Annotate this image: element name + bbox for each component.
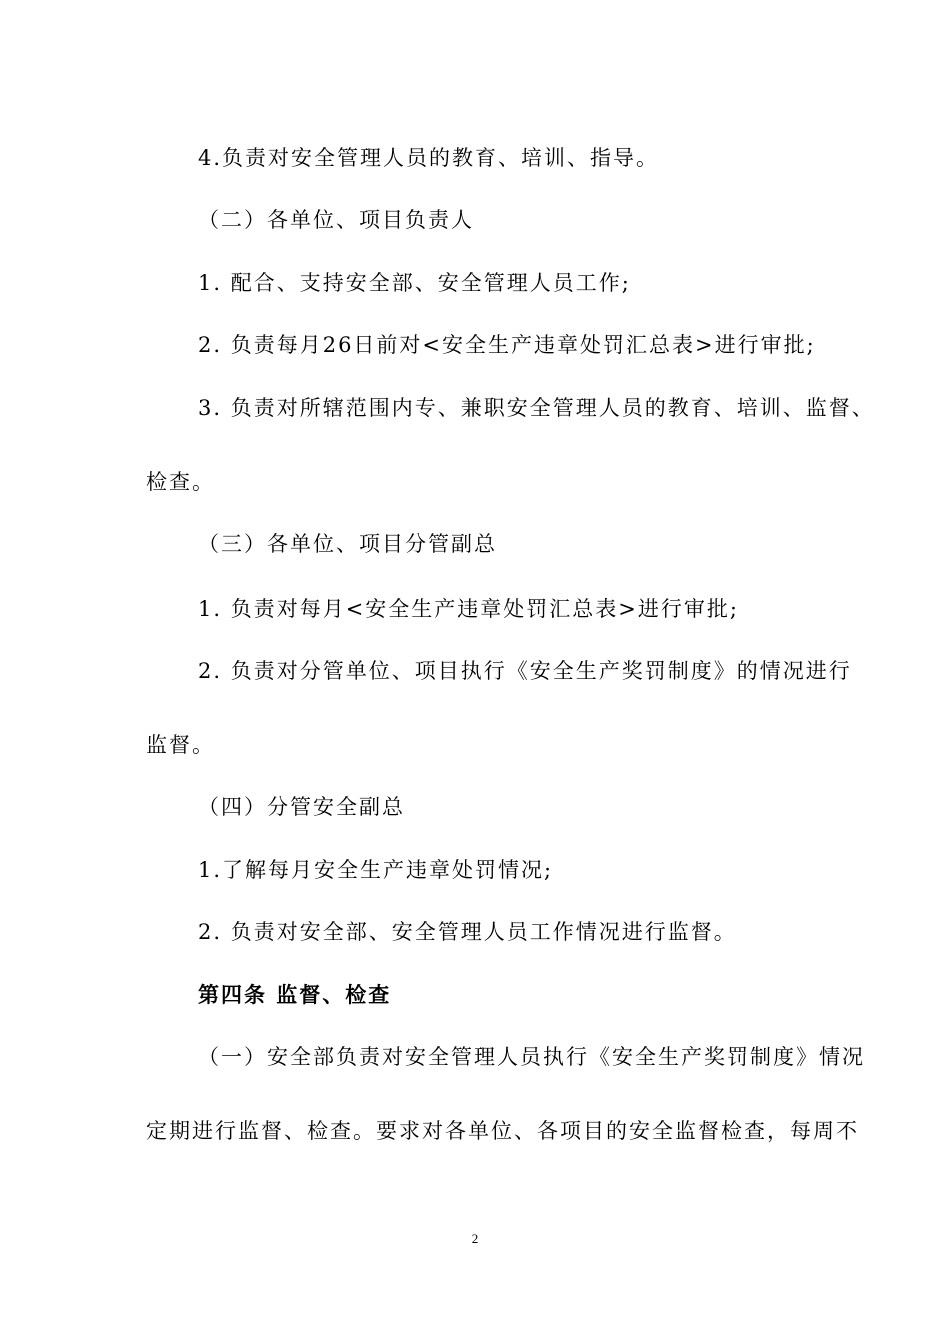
article-4-heading: 第四条 监督、检查: [198, 982, 392, 1007]
section-4-item-2: 2. 负责对安全部、安全管理人员工作情况进行监督。: [198, 920, 737, 944]
section-2-item-1: 1. 配合、支持安全部、安全管理人员工作;: [198, 271, 631, 295]
section-3-item-1: 1. 负责对每月<安全生产违章处罚汇总表>进行审批;: [198, 597, 739, 621]
duty-item-4: 4.负责对安全管理人员的教育、培训、指导。: [198, 146, 660, 170]
section-4-heading: （四）分管安全副总: [198, 795, 405, 819]
article-4-item-1-continuation: 定期进行监督、检查。要求对各单位、各项目的安全监督检查，每周不: [146, 1119, 859, 1143]
section-2-item-2: 2. 负责每月26日前对<安全生产违章处罚汇总表>进行审批;: [198, 333, 816, 357]
page-number: 2: [471, 1231, 479, 1246]
section-3-item-2: 2. 负责对分管单位、项目执行《安全生产奖罚制度》的情况进行: [198, 659, 852, 683]
article-4-item-1: （一）安全部负责对安全管理人员执行《安全生产奖罚制度》情况: [198, 1045, 865, 1069]
section-3-item-2-continuation: 监督。: [146, 733, 215, 757]
section-4-item-1: 1.了解每月安全生产违章处罚情况;: [198, 858, 554, 882]
section-2-item-3-continuation: 检查。: [146, 470, 215, 494]
section-3-heading: （三）各单位、项目分管副总: [198, 532, 497, 556]
section-2-heading: （二）各单位、项目负责人: [198, 208, 474, 232]
section-2-item-3: 3. 负责对所辖范围内专、兼职安全管理人员的教育、培训、监督、: [198, 396, 875, 420]
